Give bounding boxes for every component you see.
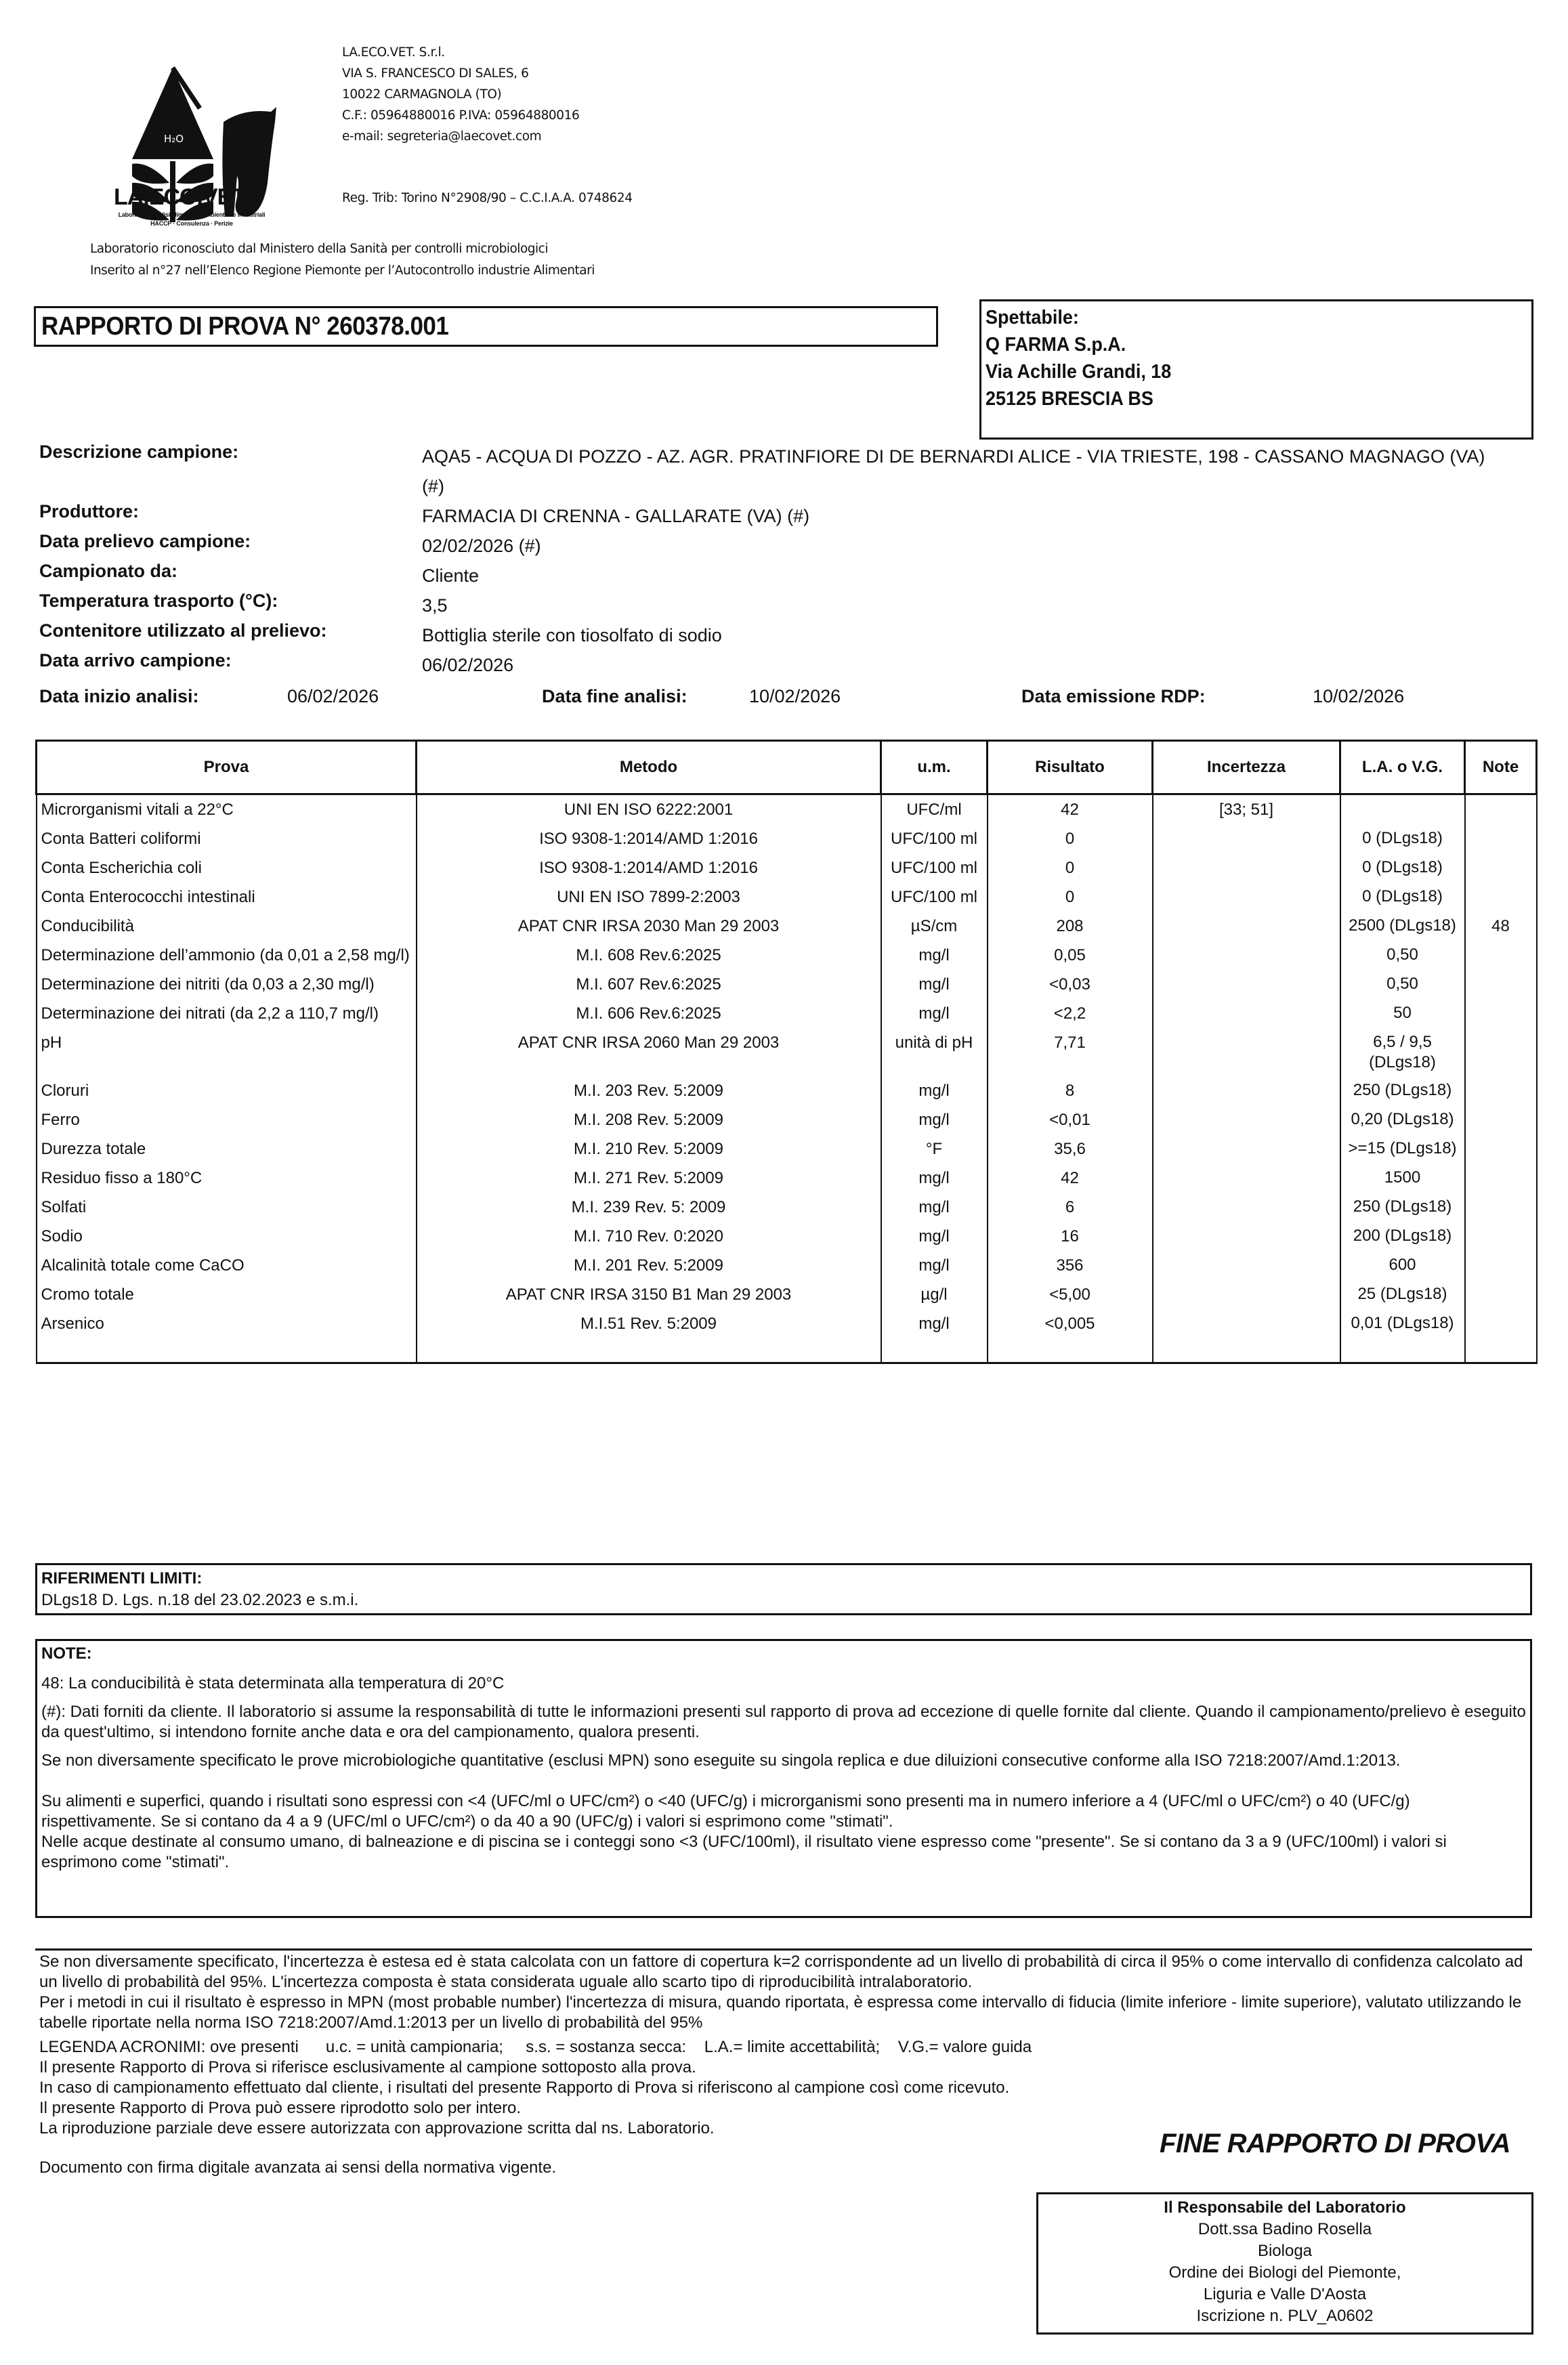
table-row: [37, 824, 1537, 853]
cell-prova: Cloruri: [37, 1076, 417, 1105]
issue-date-value: 10/02/2026: [1313, 686, 1405, 706]
cell-incertezza: [1153, 1193, 1340, 1222]
cell-incertezza: [1153, 999, 1340, 1028]
cell-um: mg/l: [881, 1164, 988, 1193]
sampling-date-value: 02/02/2026 (#): [422, 536, 541, 556]
cell-risultato: 35,6: [988, 1134, 1153, 1164]
cell-incertezza: [1153, 853, 1340, 882]
cell-risultato: 7,71: [988, 1028, 1153, 1076]
company-address-line2: 10022 CARMAGNOLA (TO): [342, 87, 502, 102]
report-title: RAPPORTO DI PROVA N° 260378.001: [41, 312, 449, 341]
cell-incertezza: [1153, 882, 1340, 912]
company-registration: Reg. Trib: Torino N°2908/90 – C.C.I.A.A. 0748624: [342, 191, 633, 205]
recognition-line2: Inserito al n°27 nell’Elenco Regione Piemonte per l’Autocontrollo industrie Alimentari: [90, 263, 595, 278]
cell-risultato: 0: [988, 853, 1153, 882]
analysis-start-label: Data inizio analisi:: [39, 686, 199, 706]
cell-um: mg/l: [881, 1076, 988, 1105]
note-item: Nelle acque destinate al consumo umano, di balneazione e di piscina se i conteggi sono <3 (UFC/100ml), il risultato viene espresso come "presente". Se si contano da 3 a 9 (UFC/100ml) i valori si esprimono come "stimati".: [41, 1833, 1447, 1871]
cell-prova: Microrganismi vitali a 22°C: [37, 794, 417, 825]
cell-um: unità di pH: [881, 1028, 988, 1076]
cell-note: [1465, 1280, 1537, 1309]
recipient-box: [979, 299, 1533, 440]
cell-risultato: 16: [988, 1222, 1153, 1251]
header-note: Note: [1465, 741, 1537, 794]
footer-statement: Il presente Rapporto di Prova può essere riprodotto solo per intero.: [39, 2099, 522, 2117]
cell-risultato: <0,005: [988, 1309, 1153, 1363]
cell-prova: Durezza totale: [37, 1134, 417, 1164]
recognition-line1: Laboratorio riconosciuto dal Ministero della Sanità per controlli microbiologici: [90, 242, 548, 256]
cell-metodo: M.I. 271 Rev. 5:2009: [417, 1164, 881, 1193]
recipient-street: Via Achille Grandi, 18: [986, 361, 1172, 383]
cell-risultato: 208: [988, 912, 1153, 941]
cell-risultato: 42: [988, 1164, 1153, 1193]
lab-contact-block: [342, 42, 579, 147]
cell-note: [1465, 970, 1537, 999]
cell-prova: Residuo fisso a 180°C: [37, 1164, 417, 1193]
cell-metodo: ISO 9308-1:2014/AMD 1:2016: [417, 824, 881, 853]
cell-incertezza: [1153, 1251, 1340, 1280]
container-value: Bottiglia sterile con tiosolfato di sodio: [422, 625, 722, 645]
cell-um: mg/l: [881, 1222, 988, 1251]
cell-risultato: 8: [988, 1076, 1153, 1105]
cell-risultato: <0,01: [988, 1105, 1153, 1134]
footer-divider: [35, 1948, 1532, 1951]
logo-tagline: [80, 211, 303, 228]
cell-incertezza: [1153, 1105, 1340, 1134]
table-row: [37, 1134, 1537, 1164]
signatory-role: Biologa: [1257, 2242, 1313, 2260]
header-prova: Prova: [37, 741, 417, 794]
cell-risultato: 0: [988, 824, 1153, 853]
cell-note: [1465, 824, 1537, 853]
cell-prova: Solfati: [37, 1193, 417, 1222]
note-item: 48: La conducibilità è stata determinata alla temperatura di 20°C: [41, 1674, 505, 1692]
cell-um: mg/l: [881, 970, 988, 999]
sample-info-row: [39, 442, 1529, 501]
issue-date-label: Data emissione RDP:: [1021, 686, 1206, 706]
reference-limits-heading: RIFERIMENTI LIMITI:: [41, 1569, 203, 1588]
cell-note: [1465, 1309, 1537, 1363]
cell-note: [1465, 1251, 1537, 1280]
cell-incertezza: [1153, 912, 1340, 941]
cell-incertezza: [1153, 1076, 1340, 1105]
cell-risultato: <0,03: [988, 970, 1153, 999]
reference-limits-box: [35, 1563, 1532, 1615]
table-row: [37, 794, 1537, 825]
cell-risultato: 0: [988, 882, 1153, 912]
sample-info-row: [39, 531, 1529, 561]
cell-metodo: M.I. 608 Rev.6:2025: [417, 941, 881, 970]
table-row: [37, 912, 1537, 941]
company-tax-ids: C.F.: 05964880016 P.IVA: 05964880016: [342, 108, 580, 123]
cell-note: [1465, 1164, 1537, 1193]
cell-prova: Conducibilità: [37, 912, 417, 941]
cell-metodo: UNI EN ISO 7899-2:2003: [417, 882, 881, 912]
cell-limite: >=15 (DLgs18): [1340, 1134, 1465, 1164]
mpn-statement: Per i metodi in cui il risultato è espresso in MPN (most probable number) l'incertezza di misura, quando riportata, è espressa come intervallo di fiducia (limite inferiore - limite superiore), valutato utilizzando le tabelle riportate nella norma ISO 7218:2007/Amd.1:2013 per un livello di probabilità del 95%: [39, 1993, 1522, 2032]
signatory-order-line1: Ordine dei Biologi del Piemonte,: [1168, 2263, 1401, 2282]
signatory-registration: Iscrizione n. PLV_A0602: [1196, 2307, 1374, 2325]
cell-um: mg/l: [881, 1251, 988, 1280]
transport-temp-label: Temperatura trasporto (°C):: [39, 591, 278, 611]
header-limite: L.A. o V.G.: [1340, 741, 1465, 794]
cell-um: UFC/100 ml: [881, 824, 988, 853]
recipient-city: 25125 BRESCIA BS: [986, 388, 1153, 410]
cell-metodo: M.I. 208 Rev. 5:2009: [417, 1105, 881, 1134]
cell-metodo: M.I. 210 Rev. 5:2009: [417, 1134, 881, 1164]
cell-limite: 250 (DLgs18): [1340, 1076, 1465, 1105]
table-row: [37, 853, 1537, 882]
company-name: LA.ECO.VET. S.r.l.: [342, 45, 445, 60]
cell-limite: [1340, 794, 1465, 825]
cell-incertezza: [1153, 1164, 1340, 1193]
reference-limits-text: DLgs18 D. Lgs. n.18 del 23.02.2023 e s.m.i.: [41, 1591, 359, 1609]
cell-prova: Conta Batteri coliformi: [37, 824, 417, 853]
cell-incertezza: [1153, 1309, 1340, 1363]
company-email[interactable]: e-mail: segreteria@laecovet.com: [342, 129, 542, 144]
cell-um: mg/l: [881, 1193, 988, 1222]
cell-metodo: M.I.51 Rev. 5:2009: [417, 1309, 881, 1363]
cell-um: mg/l: [881, 1105, 988, 1134]
cell-um: UFC/100 ml: [881, 853, 988, 882]
footer-statement: La riproduzione parziale deve essere autorizzata con approvazione scritta dal ns. Laboratorio.: [39, 2119, 715, 2137]
cell-note: [1465, 853, 1537, 882]
signature-heading: Il Responsabile del Laboratorio: [1164, 2198, 1406, 2217]
uncertainty-statement: Se non diversamente specificato, l'incertezza è estesa ed è stata calcolata con un fattore di copertura k=2 corrispondente ad un livello di probabilità di circa il 95% o come intervallo di confidenza calcolato ad un livello di probabilità del 95%. L'incertezza composta è stata considerata uguale allo scarto tipo di riproducibilità intralaboratorio.: [39, 1953, 1523, 1991]
cell-metodo: APAT CNR IRSA 2060 Man 29 2003: [417, 1028, 881, 1076]
analysis-end-label: Data fine analisi:: [542, 686, 687, 706]
notes-heading: NOTE:: [41, 1644, 92, 1663]
signatory-order-line2: Liguria e Valle D'Aosta: [1203, 2285, 1367, 2303]
signatory-name: Dott.ssa Badino Rosella: [1198, 2220, 1372, 2238]
cell-um: mg/l: [881, 1309, 988, 1363]
cell-note: [1465, 1028, 1537, 1076]
logo-tagline-line1: Laboratorio analisi alimentari, ambientali e industriali: [118, 211, 266, 218]
cell-limite: 0 (DLgs18): [1340, 882, 1465, 912]
table-row: [37, 1309, 1537, 1363]
header-risultato: Risultato: [988, 741, 1153, 794]
header-um: u.m.: [881, 741, 988, 794]
cell-um: mg/l: [881, 941, 988, 970]
cell-note: [1465, 1193, 1537, 1222]
arrival-date-label: Data arrivo campione:: [39, 650, 232, 670]
table-row: [37, 1193, 1537, 1222]
table-row: [37, 941, 1537, 970]
cell-note: 48: [1465, 912, 1537, 941]
report-title-box: [34, 306, 938, 347]
cell-prova: Determinazione dei nitriti (da 0,03 a 2,30 mg/l): [37, 970, 417, 999]
cell-limite: 50: [1340, 999, 1465, 1028]
table-row: [37, 882, 1537, 912]
cell-note: [1465, 1222, 1537, 1251]
cell-metodo: M.I. 606 Rev.6:2025: [417, 999, 881, 1028]
cell-um: UFC/100 ml: [881, 882, 988, 912]
cell-prova: Determinazione dell’ammonio (da 0,01 a 2,58 mg/l): [37, 941, 417, 970]
cell-incertezza: [1153, 941, 1340, 970]
table-row: [37, 1280, 1537, 1309]
digital-signature-statement: Documento con firma digitale avanzata ai sensi della normativa vigente.: [39, 2158, 557, 2177]
table-row: [37, 1105, 1537, 1134]
cell-metodo: UNI EN ISO 6222:2001: [417, 794, 881, 825]
cell-note: [1465, 1076, 1537, 1105]
cell-limite: 250 (DLgs18): [1340, 1193, 1465, 1222]
sample-info-row: [39, 501, 1529, 531]
cell-incertezza: [1153, 1280, 1340, 1309]
sample-info: [39, 442, 1529, 680]
cell-risultato: 356: [988, 1251, 1153, 1280]
header-incertezza: Incertezza: [1153, 741, 1340, 794]
cell-note: [1465, 794, 1537, 825]
cell-risultato: 42: [988, 794, 1153, 825]
cell-prova: Cromo totale: [37, 1280, 417, 1309]
cell-incertezza: [33; 51]: [1153, 794, 1340, 825]
table-row: [37, 999, 1537, 1028]
cell-metodo: APAT CNR IRSA 3150 B1 Man 29 2003: [417, 1280, 881, 1309]
cell-risultato: 0,05: [988, 941, 1153, 970]
cell-limite: 0,01 (DLgs18): [1340, 1309, 1465, 1363]
cell-um: µg/l: [881, 1280, 988, 1309]
transport-temp-value: 3,5: [422, 595, 448, 616]
cell-limite: 0,20 (DLgs18): [1340, 1105, 1465, 1134]
sample-info-row: [39, 561, 1529, 591]
cell-prova: Arsenico: [37, 1309, 417, 1363]
analysis-end-value: 10/02/2026: [749, 686, 841, 706]
cell-risultato: <2,2: [988, 999, 1153, 1028]
cell-note: [1465, 882, 1537, 912]
cell-risultato: <5,00: [988, 1280, 1153, 1309]
sample-info-row: [39, 620, 1529, 650]
cell-metodo: M.I. 710 Rev. 0:2020: [417, 1222, 881, 1251]
cell-incertezza: [1153, 1222, 1340, 1251]
cell-metodo: M.I. 203 Rev. 5:2009: [417, 1076, 881, 1105]
cell-limite: 0,50: [1340, 941, 1465, 970]
cell-metodo: M.I. 607 Rev.6:2025: [417, 970, 881, 999]
logo-name: LA.ECO.VET.: [114, 184, 249, 210]
table-row: [37, 970, 1537, 999]
results-table: [35, 740, 1538, 1364]
table-row: [37, 1251, 1537, 1280]
cell-prova: pH: [37, 1028, 417, 1076]
table-row: [37, 1028, 1537, 1076]
header-metodo: Metodo: [417, 741, 881, 794]
cell-prova: Ferro: [37, 1105, 417, 1134]
cell-metodo: M.I. 239 Rev. 5: 2009: [417, 1193, 881, 1222]
cell-risultato: 6: [988, 1193, 1153, 1222]
cell-um: °F: [881, 1134, 988, 1164]
sample-info-row: [39, 650, 1529, 680]
end-of-report-title: FINE RAPPORTO DI PROVA: [1160, 2129, 1510, 2158]
acronym-legend: LEGENDA ACRONIMI: ove presenti u.c. = unità campionaria; s.s. = sostanza secca: L.A.= limite accettabilità; V.G.= valore guida: [39, 2038, 1032, 2056]
cell-limite: 1500: [1340, 1164, 1465, 1193]
cell-prova: Sodio: [37, 1222, 417, 1251]
container-label: Contenitore utilizzato al prelievo:: [39, 620, 327, 641]
cell-incertezza: [1153, 1028, 1340, 1076]
signature-box: [1036, 2192, 1533, 2335]
table-row: [37, 1222, 1537, 1251]
footer-statement: Il presente Rapporto di Prova si riferisce esclusivamente al campione sottoposto alla prova.: [39, 2058, 696, 2076]
cell-prova: Conta Enterococchi intestinali: [37, 882, 417, 912]
sample-description-value: AQA5 - ACQUA DI POZZO - AZ. AGR. PRATINFIORE DI DE BERNARDI ALICE - VIA TRIESTE, 198 - CASSANO MAGNAGO (VA) (#): [422, 446, 1485, 496]
cell-limite: 0 (DLgs18): [1340, 824, 1465, 853]
lab-recognition: [90, 238, 595, 282]
cell-limite: 0 (DLgs18): [1340, 853, 1465, 882]
company-address-line1: VIA S. FRANCESCO DI SALES, 6: [342, 66, 529, 81]
cell-limite: 0,50: [1340, 970, 1465, 999]
cell-um: µS/cm: [881, 912, 988, 941]
table-row: [37, 1164, 1537, 1193]
producer-value: FARMACIA DI CRENNA - GALLARATE (VA) (#): [422, 506, 810, 526]
cell-prova: Conta Escherichia coli: [37, 853, 417, 882]
cell-limite: 6,5 / 9,5 (DLgs18): [1340, 1028, 1465, 1076]
sampled-by-value: Cliente: [422, 566, 480, 586]
producer-label: Produttore:: [39, 501, 139, 521]
sample-description-label: Descrizione campione:: [39, 442, 239, 462]
cell-limite: 600: [1340, 1251, 1465, 1280]
table-header-row: [37, 741, 1537, 794]
sample-info-row: [39, 591, 1529, 620]
recipient-name: Q FARMA S.p.A.: [986, 334, 1126, 356]
cell-metodo: APAT CNR IRSA 2030 Man 29 2003: [417, 912, 881, 941]
notes-box: [35, 1639, 1532, 1918]
note-item: Se non diversamente specificato le prove microbiologiche quantitative (esclusi MPN) sono eseguite su singola replica e due diluizioni consecutive conforme alla ISO 7218:2007/Amd.1:2013.: [41, 1751, 1401, 1770]
footer-statement: In caso di campionamento effettuato dal cliente, i risultati del presente Rapporto di Prova si riferiscono al campione così come ricevuto.: [39, 2079, 1010, 2097]
sampling-date-label: Data prelievo campione:: [39, 531, 251, 551]
cell-note: [1465, 1105, 1537, 1134]
cell-um: mg/l: [881, 999, 988, 1028]
cell-limite: 25 (DLgs18): [1340, 1280, 1465, 1309]
cell-note: [1465, 999, 1537, 1028]
note-item: Su alimenti e superfici, quando i risultati sono espressi con <4 (UFC/ml o UFC/cm²) o <40 (UFC/g) i microrganismi sono presenti ma in numero inferiore a 4 (UFC/ml o UFC/cm²) o 40 (UFC/g) rispettivamente. Se si contano da 4 a 9 (UFC/ml o UFC/cm²) o da 40 a 90 (UFC/g) i valori si esprimono come "stimati".: [41, 1792, 1410, 1831]
analysis-start-value: 06/02/2026: [287, 686, 379, 706]
logo-tagline-line2: HACCP · Consulenza · Perizie: [150, 220, 233, 227]
arrival-date-value: 06/02/2026: [422, 655, 514, 675]
cell-prova: Alcalinità totale come CaCO: [37, 1251, 417, 1280]
cell-incertezza: [1153, 824, 1340, 853]
cell-limite: 200 (DLgs18): [1340, 1222, 1465, 1251]
cell-incertezza: [1153, 970, 1340, 999]
note-item: (#): Dati forniti da cliente. Il laboratorio si assume la responsabilità di tutte le informazioni presenti sul rapporto di prova ad eccezione di quelle fornite dal cliente. Quando il campionamento/prelievo è eseguito da quest'ultimo, si intendono fornite anche data e ora del campionamento, qualora presenti.: [41, 1703, 1526, 1741]
cell-metodo: M.I. 201 Rev. 5:2009: [417, 1251, 881, 1280]
cell-note: [1465, 1134, 1537, 1164]
cell-incertezza: [1153, 1134, 1340, 1164]
table-row: [37, 1076, 1537, 1105]
cell-metodo: ISO 9308-1:2014/AMD 1:2016: [417, 853, 881, 882]
recipient-label: Spettabile:: [986, 307, 1079, 328]
cell-prova: Determinazione dei nitrati (da 2,2 a 110,7 mg/l): [37, 999, 417, 1028]
cell-limite: 2500 (DLgs18): [1340, 912, 1465, 941]
cell-um: UFC/ml: [881, 794, 988, 825]
analysis-dates: [39, 686, 1529, 713]
cell-note: [1465, 941, 1537, 970]
logo-badge: H₂O: [164, 133, 184, 145]
sampled-by-label: Campionato da:: [39, 561, 178, 581]
